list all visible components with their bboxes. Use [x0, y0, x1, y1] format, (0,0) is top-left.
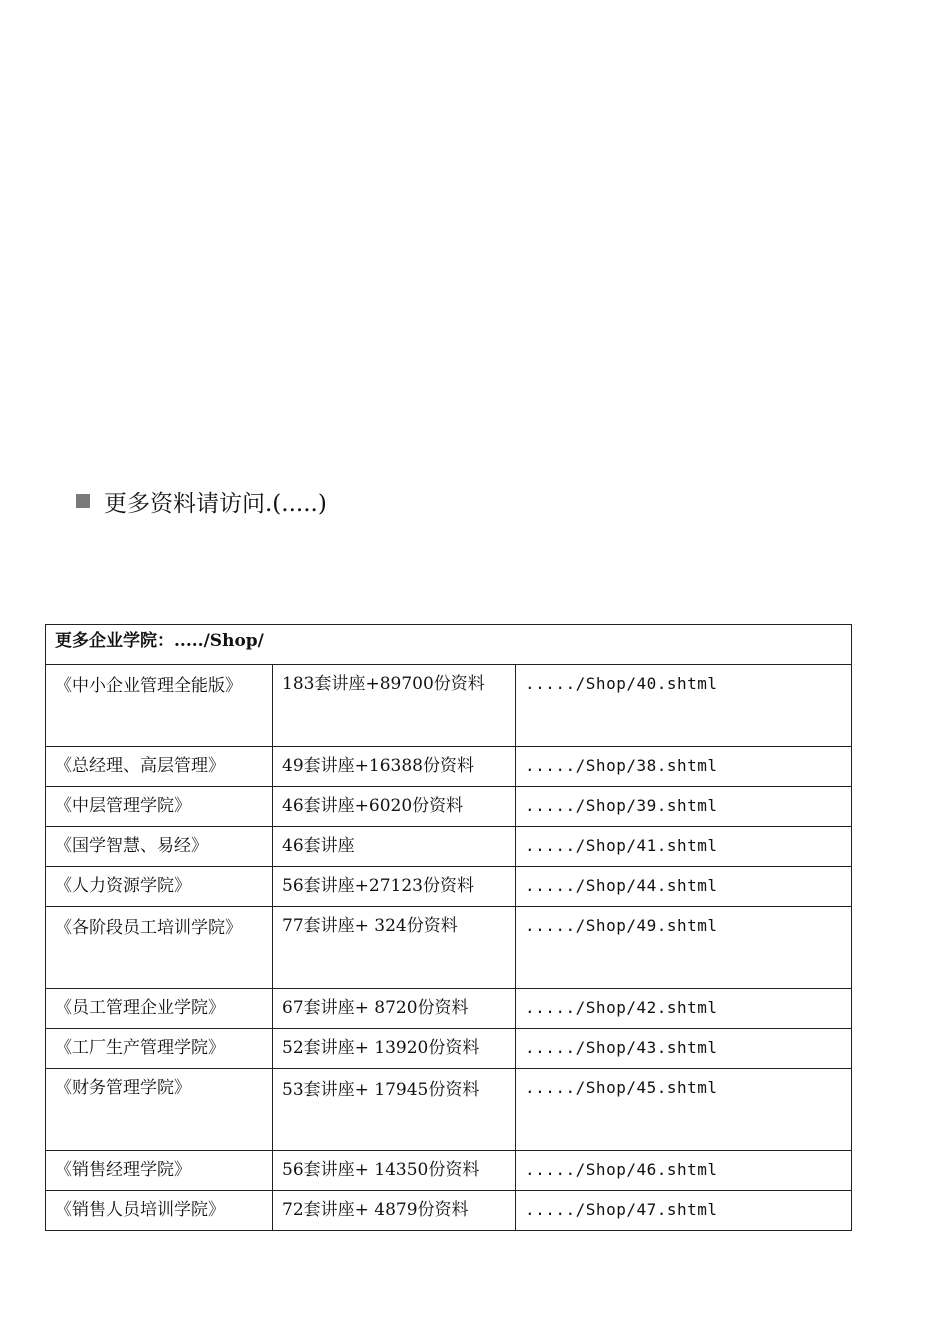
course-content: 46套讲座: [273, 827, 516, 867]
course-content: 77套讲座+ 324份资料: [273, 907, 516, 989]
course-name: 《员工管理企业学院》: [46, 989, 273, 1029]
course-name: 《中层管理学院》: [46, 787, 273, 827]
course-link[interactable]: ...../Shop/44.shtml: [516, 867, 852, 907]
course-content: 52套讲座+ 13920份资料: [273, 1029, 516, 1069]
notice-text: 更多资料请访问.(.....): [104, 490, 327, 517]
table-row: [46, 1191, 852, 1231]
course-content: 53套讲座+ 17945份资料: [273, 1069, 516, 1151]
course-content: 56套讲座+27123份资料: [273, 867, 516, 907]
table-row: [46, 907, 852, 989]
course-link[interactable]: ...../Shop/43.shtml: [516, 1029, 852, 1069]
course-name: 《工厂生产管理学院》: [46, 1029, 273, 1069]
course-content: 46套讲座+6020份资料: [273, 787, 516, 827]
course-name: 《各阶段员工培训学院》: [46, 907, 273, 989]
course-link[interactable]: ...../Shop/41.shtml: [516, 827, 852, 867]
table-row: [46, 1069, 852, 1151]
shop-table: [45, 624, 852, 1231]
course-name: 《中小企业管理全能版》: [46, 665, 273, 747]
table-row: [46, 1151, 852, 1191]
course-link[interactable]: ...../Shop/45.shtml: [516, 1069, 852, 1151]
course-link[interactable]: ...../Shop/49.shtml: [516, 907, 852, 989]
table-row: [46, 747, 852, 787]
course-link[interactable]: ...../Shop/39.shtml: [516, 787, 852, 827]
course-name: 《国学智慧、易经》: [46, 827, 273, 867]
course-link[interactable]: ...../Shop/40.shtml: [516, 665, 852, 747]
course-name: 《销售人员培训学院》: [46, 1191, 273, 1231]
course-link[interactable]: ...../Shop/38.shtml: [516, 747, 852, 787]
course-name: 《销售经理学院》: [46, 1151, 273, 1191]
course-content: 67套讲座+ 8720份资料: [273, 989, 516, 1029]
course-link[interactable]: ...../Shop/42.shtml: [516, 989, 852, 1029]
course-name: 《财务管理学院》: [46, 1069, 273, 1151]
course-name: 《人力资源学院》: [46, 867, 273, 907]
course-content: 72套讲座+ 4879份资料: [273, 1191, 516, 1231]
square-bullet-icon: [76, 494, 90, 508]
table-row: [46, 1029, 852, 1069]
table-row: [46, 827, 852, 867]
course-content: 183套讲座+89700份资料: [273, 665, 516, 747]
table-header: 更多企业学院：...../Shop/: [46, 625, 852, 665]
table-row: [46, 787, 852, 827]
course-link[interactable]: ...../Shop/47.shtml: [516, 1191, 852, 1231]
table-row: [46, 867, 852, 907]
course-link[interactable]: ...../Shop/46.shtml: [516, 1151, 852, 1191]
table-row: [46, 665, 852, 747]
course-content: 49套讲座+16388份资料: [273, 747, 516, 787]
more-resources-notice: [76, 484, 327, 518]
course-content: 56套讲座+ 14350份资料: [273, 1151, 516, 1191]
course-name: 《总经理、高层管理》: [46, 747, 273, 787]
table-row: [46, 989, 852, 1029]
